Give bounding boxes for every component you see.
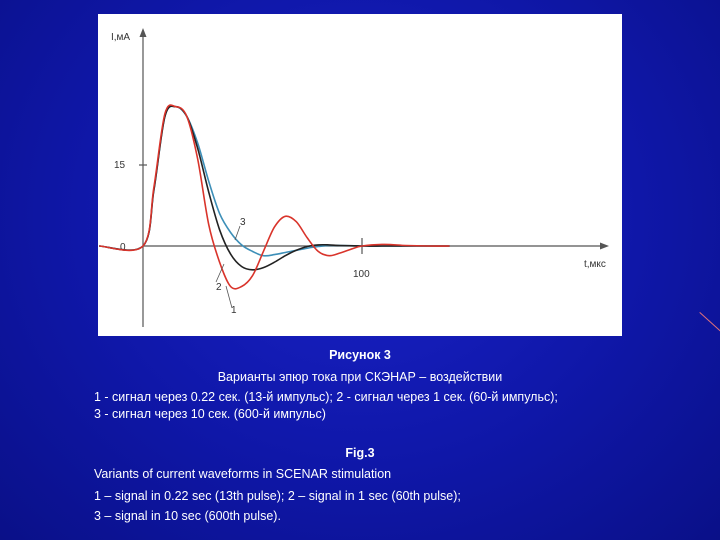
curve-label-3: 3	[240, 217, 246, 228]
y-axis-arrow	[140, 28, 147, 37]
x-tick-label-100: 100	[353, 269, 370, 280]
caption-ru-title: Рисунок 3	[329, 348, 391, 362]
y-tick-label-15: 15	[114, 160, 126, 171]
x-axis-arrow	[600, 243, 609, 250]
y-axis-label: I,мА	[111, 32, 131, 43]
caption-ru-subtitle: Варианты эпюр тока при СКЭНАР – воздействии	[217, 370, 503, 384]
y-tick-label-0: 0	[120, 242, 126, 253]
chart-curves	[99, 105, 449, 289]
leader-line-3	[235, 226, 240, 240]
caption-en-line-2: 1 – signal in 0.22 sec (13th pulse); 2 – signal in 1 sec (60th pulse);	[94, 489, 461, 503]
current-waveform-chart	[98, 14, 622, 336]
caption-ru-line-2: 3 - сигнал через 10 сек. (600-й импульс)	[94, 407, 326, 421]
caption-ru-line-1: 1 - сигнал через 0.22 сек. (13-й импульс); 2 - сигнал через 1 сек. (60-й импульс);	[94, 390, 558, 404]
x-axis-label: t,мкс	[584, 259, 606, 270]
caption-en-line-3: 3 – signal in 10 sec (600th pulse).	[94, 509, 281, 523]
chart-panel	[98, 14, 622, 336]
series-line-1	[99, 105, 449, 289]
curve-label-1: 1	[231, 305, 237, 316]
caption-en-line-1: Variants of current waveforms in SCENAR stimulation	[94, 467, 392, 481]
chart-axes	[111, 28, 609, 327]
leader-line-2	[216, 264, 224, 282]
decorative-edge-line	[699, 312, 720, 331]
series-line-3	[99, 106, 449, 256]
curve-label-2: 2	[216, 282, 222, 293]
caption-en-title: Fig.3	[345, 446, 375, 460]
